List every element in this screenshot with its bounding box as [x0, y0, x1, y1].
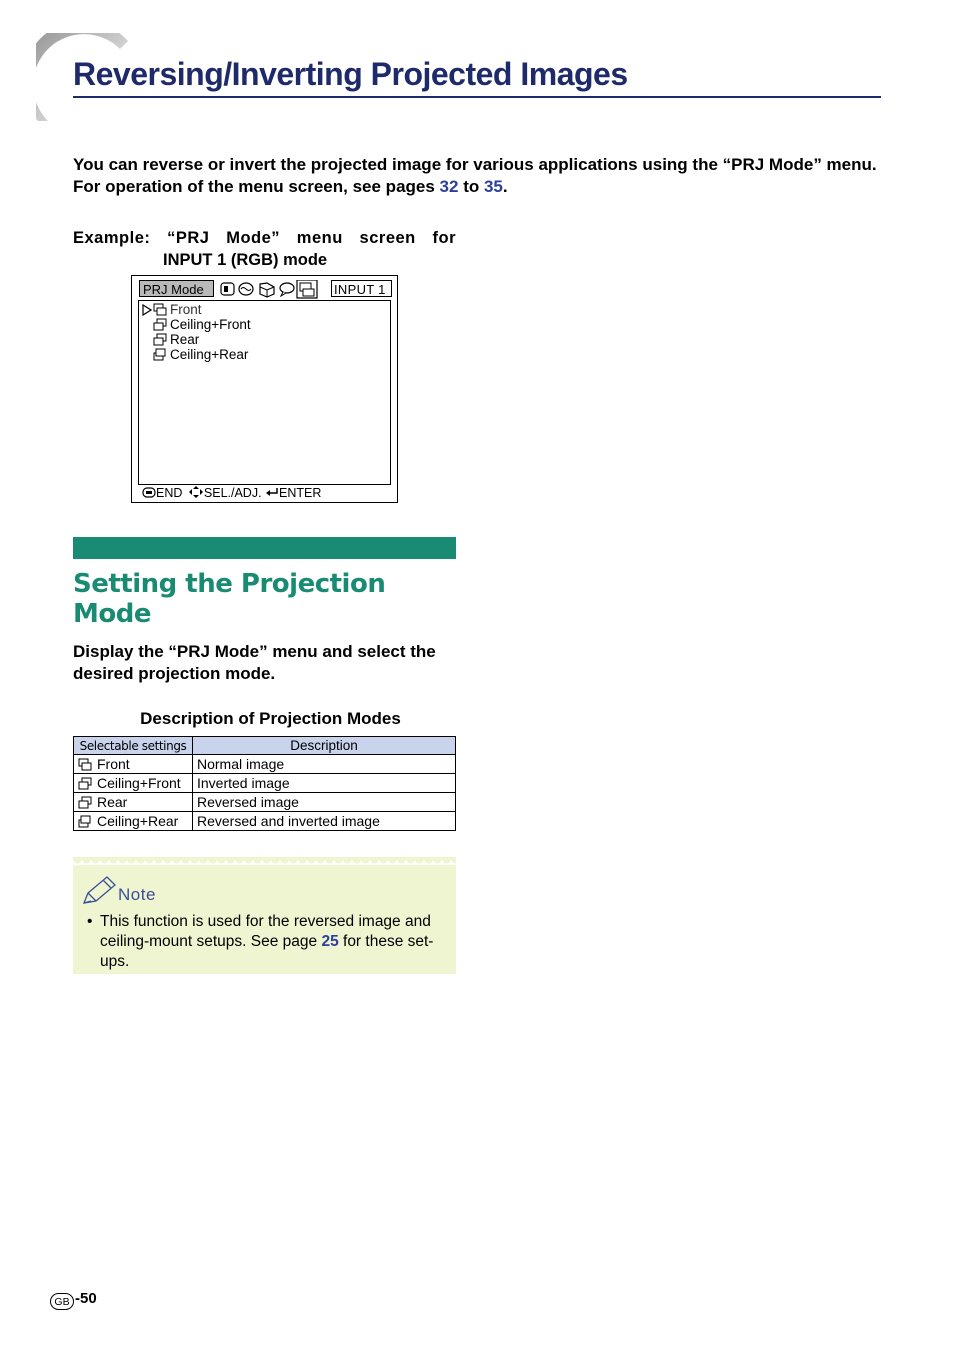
description-cell: Normal image: [193, 755, 456, 774]
table-row: [74, 793, 456, 812]
table-row: [74, 755, 456, 774]
page-link-32[interactable]: 32: [439, 177, 459, 196]
menu-tab-prj-mode: PRJ Mode: [139, 280, 214, 297]
front-icon: [78, 758, 92, 771]
description-cell: Inverted image: [193, 774, 456, 793]
region-badge: GB: [50, 1293, 74, 1310]
menu-item-ceiling-rear[interactable]: Ceiling+Rear: [153, 347, 248, 362]
menu-footer: [142, 486, 321, 500]
table-caption: Description of Projection Modes: [140, 709, 401, 728]
footer-sel-adj-label: SEL./ADJ.: [203, 486, 262, 500]
page-number-value: -50: [75, 1290, 97, 1307]
setting-cell: Front: [74, 755, 193, 774]
table-row: [74, 812, 456, 831]
menu-tab-icons: [220, 280, 320, 299]
title-underline: [73, 96, 881, 98]
projection-modes-table: [73, 736, 456, 831]
menu-item-ceiling-front[interactable]: Ceiling+Front: [153, 317, 251, 332]
section-bar: [73, 537, 456, 559]
table-row: [74, 774, 456, 793]
menu-end-button-icon: [142, 487, 156, 498]
front-icon: [153, 303, 167, 316]
example-caption-line2: INPUT 1 (RGB) mode: [163, 251, 328, 269]
section-heading: Setting the Projection Mode: [73, 569, 386, 629]
prj-mode-menu-screen: [131, 275, 398, 503]
move-arrows-icon: [188, 486, 204, 498]
setting-cell: Ceiling+Rear: [74, 812, 193, 831]
footer-enter-label: ENTER: [279, 486, 322, 500]
ceiling-front-icon: [153, 318, 167, 331]
menu-item-front[interactable]: Front: [153, 302, 202, 317]
description-cell: Reversed image: [193, 793, 456, 812]
description-cell: Reversed and inverted image: [193, 812, 456, 831]
page-link-25[interactable]: 25: [321, 933, 339, 950]
ceiling-rear-icon: [153, 348, 167, 361]
note-label: Note: [118, 885, 156, 904]
table-header-row: [74, 737, 456, 755]
rear-icon: [153, 333, 167, 346]
section-instruction: Display the “PRJ Mode” menu and select the desired projection mode.: [73, 642, 436, 683]
note-text: • This function is used for the reversed image and ceiling-mount setups. See page 25 for these set-ups.: [87, 913, 434, 970]
menu-input-indicator: INPUT 1: [331, 280, 392, 297]
menu-list: [138, 300, 391, 485]
rear-icon: [78, 796, 92, 809]
pencil-icon: [81, 874, 119, 906]
note-dotted-border: [73, 857, 456, 865]
enter-arrow-icon: [265, 487, 279, 498]
menu-cursor-icon: [142, 304, 152, 316]
note-bullet: •: [87, 913, 93, 930]
page-title: Reversing/Inverting Projected Images: [73, 56, 628, 92]
ceiling-rear-icon: [78, 815, 92, 828]
intro-paragraph: You can reverse or invert the projected image for various applications using the “PRJ Mode” menu. For operation of the menu screen, see pages 32 to 35.: [73, 155, 877, 196]
example-caption-line1: Example: “PRJ Mode” menu screen for: [73, 229, 456, 247]
page-number: [50, 1290, 97, 1310]
setting-cell: Rear: [74, 793, 193, 812]
page-link-35[interactable]: 35: [483, 177, 503, 196]
ceiling-front-icon: [78, 777, 92, 790]
setting-cell: Ceiling+Front: [74, 774, 193, 793]
header-selectable-settings: Selectable settings: [74, 737, 193, 755]
footer-end-label: END: [156, 486, 183, 500]
example-caption: [73, 227, 456, 271]
note-box: [73, 857, 456, 974]
menu-item-rear[interactable]: Rear: [153, 332, 199, 347]
header-description: Description: [193, 737, 456, 755]
